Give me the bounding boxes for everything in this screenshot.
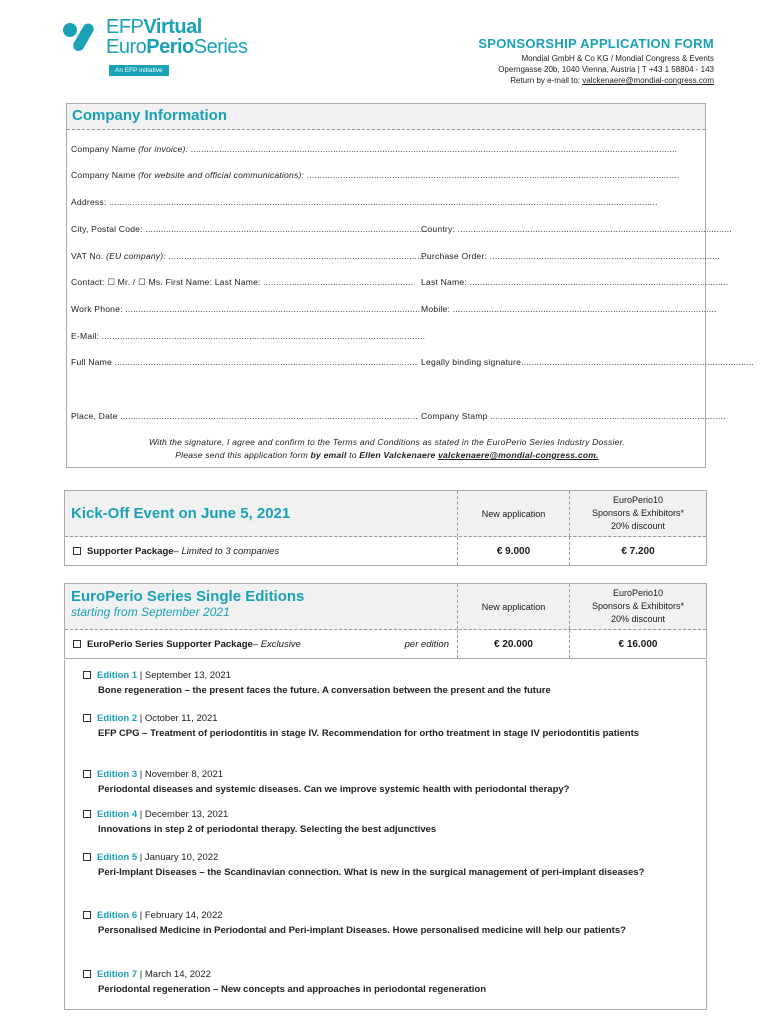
company-stamp-field[interactable]: Company Stamp ........................................................................................... (421, 411, 726, 421)
single-editions-table (64, 583, 707, 659)
logo-badge: An EFP initiative (109, 65, 169, 76)
terms-note: With the signature, I agree and confirm to the Terms and Conditions as stated in the EuroPerio Series Industry Dossier. (149, 437, 625, 447)
last-name-field[interactable]: Last Name: .................................................................................................... (421, 277, 729, 287)
full-name-field[interactable]: Full Name ..................................................................................................................... (71, 357, 418, 367)
purchase-order-field[interactable]: Purchase Order: ......................................................................................... (421, 251, 720, 261)
logo-text-line1: EFPVirtual (106, 16, 202, 38)
kickoff-col-new: New application (458, 491, 570, 536)
single-price-new: € 20.000 (458, 630, 570, 658)
address-field[interactable]: Address: .................................................................................................................................................................................................................... (71, 197, 658, 207)
contact-field[interactable]: Contact: ☐ Mr. / ☐ Ms. First Name: Last Name: .......................................................... (71, 277, 414, 287)
edition-4-checkbox[interactable] (83, 810, 91, 818)
company-name-website-field[interactable]: Company Name (for website and official communications): ................................................................................................................................................ (71, 170, 680, 180)
editions-list (64, 660, 707, 1010)
edition-6-checkbox[interactable] (83, 911, 91, 919)
per-edition-label: per edition (404, 638, 449, 650)
kickoff-header-row (65, 491, 706, 537)
signature-field[interactable]: Legally binding signature.......................................................................................... (421, 357, 754, 367)
logo-mark-icon (62, 20, 102, 54)
company-information-section (66, 103, 754, 468)
single-header-row (65, 584, 706, 630)
single-col-discount: EuroPerio10 Sponsors & Exhibitors* 20% discount (591, 588, 685, 624)
return-line: Return by e-mail to: valckenaere@mondial-congress.com (510, 76, 714, 85)
single-title: EuroPerio Series Single Editions (71, 588, 305, 605)
country-field[interactable]: Country: .......................................................................................................... (421, 224, 732, 234)
kickoff-col-discount: EuroPerio10 Sponsors & Exhibitors* 20% discount (591, 495, 685, 531)
city-postal-field[interactable]: City, Postal Code: ............................................................................................................. (71, 224, 428, 234)
single-col-new: New application (458, 584, 570, 629)
edition-item-7[interactable]: Edition 7 | March 14, 2022 Periodontal regeneration – New concepts and approaches in periodontal regeneration (83, 967, 693, 997)
efp-logo (62, 16, 262, 80)
company-info-heading: Company Information (67, 104, 705, 130)
address-line-1: Mondial GmbH & Co KG / Mondial Congress & Events (521, 54, 714, 63)
edition-1-checkbox[interactable] (83, 671, 91, 679)
edition-3-checkbox[interactable] (83, 770, 91, 778)
place-date-field[interactable]: Place, Date ................................................................................................................... (71, 411, 418, 421)
edition-5-checkbox[interactable] (83, 853, 91, 861)
kickoff-package-name: Supporter Package (87, 545, 174, 557)
kickoff-package-note: – Limited to 3 companies (173, 545, 280, 557)
send-email-link[interactable]: valckenaere@mondial-congress.com. (438, 450, 599, 460)
single-subtitle: starting from September 2021 (71, 605, 230, 619)
single-package-name: EuroPerio Series Supporter Package (87, 638, 253, 650)
mobile-field[interactable]: Mobile: ...................................................................................................... (421, 304, 717, 314)
edition-item-1[interactable]: Edition 1 | September 13, 2021 Bone regeneration – the present faces the future. A conversation between the present and the future (83, 668, 693, 698)
edition-item-3[interactable]: Edition 3 | November 8, 2021 Periodontal diseases and systemic diseases. Can we improve systemic health with periodontal therapy? (83, 767, 693, 797)
company-name-invoice-field[interactable]: Company Name (for invoice): ............................................................................................................................................................................................ (71, 144, 678, 154)
send-note: Please send this application form by email to Ellen Valckenaere valckenaere@mondial-congress.com. (175, 450, 599, 460)
edition-item-5[interactable]: Edition 5 | January 10, 2022 Peri-Implant Diseases – the Scandinavian connection. What is new in the surgical management of peri-implant diseases? (83, 850, 693, 880)
edition-item-4[interactable]: Edition 4 | December 13, 2021 Innovations in step 2 of periodontal therapy. Selecting the best adjunctives (83, 807, 693, 837)
edition-7-checkbox[interactable] (83, 970, 91, 978)
single-price-discount: € 16.000 (618, 638, 658, 650)
form-title: SPONSORSHIP APPLICATION FORM (478, 36, 714, 51)
kickoff-title: Kick-Off Event on June 5, 2021 (71, 505, 291, 522)
address-line-2: Operngasse 20b, 1040 Vienna, Austria | T +43 1 58804 - 143 (498, 65, 714, 74)
vat-field[interactable]: VAT No. (EU company): ..................................................................................................... (71, 251, 430, 261)
edition-item-6[interactable]: Edition 6 | February 14, 2022 Personalised Medicine in Periodontal and Peri-implant Diseases. Howe personalised medicine will help our patients? (83, 908, 693, 938)
single-package-note: – Exclusive (252, 638, 301, 650)
return-email-link[interactable]: valckenaere@mondial-congress.com (582, 76, 714, 85)
email-field[interactable]: E-Mail: ............................................................................................................................. (71, 331, 426, 341)
kickoff-price-discount: € 7.200 (621, 545, 655, 557)
work-phone-field[interactable]: Work Phone: .................................................................................................................. (71, 304, 421, 314)
kickoff-package-row[interactable] (65, 537, 706, 565)
single-package-checkbox[interactable] (73, 640, 81, 648)
edition-item-2[interactable]: Edition 2 | October 11, 2021 EFP CPG – Treatment of periodontitis in stage IV. Recommendation for ortho treatment in stage IV periodontitis patients (83, 711, 693, 741)
kickoff-price-new: € 9.000 (458, 537, 570, 565)
kickoff-package-checkbox[interactable] (73, 547, 81, 555)
kickoff-table (64, 490, 707, 566)
single-package-row[interactable] (65, 630, 706, 658)
edition-2-checkbox[interactable] (83, 714, 91, 722)
logo-text-line2: EuroPerioSeries (106, 36, 248, 58)
